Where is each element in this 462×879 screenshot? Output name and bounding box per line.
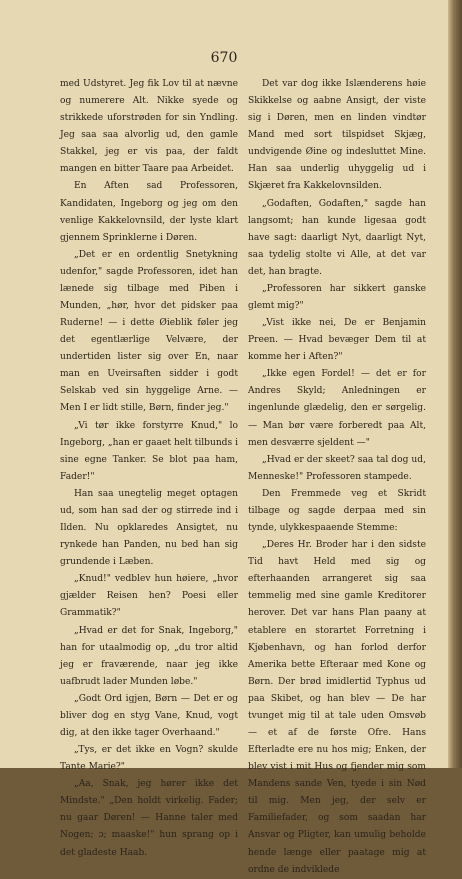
paragraph: „Tys, er det ikke en Vogn? skulde Tante Marie?" bbox=[60, 745, 238, 773]
paragraph: „Hvad er der skeet? saa tal dog ud, Menneske!" Professoren stampede. bbox=[248, 454, 426, 482]
paragraph: „Godaften, Godaften," sagde han langsomt; han kunde ligesaa godt have sagt: daarligt Nyt, daarligt Nyt, saa tydelig stolte vi Alle, at det var det, han bragte. bbox=[248, 198, 426, 277]
paragraph: „Hvad er det for Snak, Ingeborg," han for utaalmodig op, „du tror altid jeg er fraværende, naar jeg ikke uafbrudt lader Munden løbe." bbox=[60, 625, 238, 687]
paragraph: En Aften sad Professoren, Kandidaten, Ingeborg og jeg om den venlige Kakkelovnsild, der lyste klart gjennem Sprinklerne i Døren. bbox=[60, 181, 238, 243]
paragraph: „Ikke egen Fordel! — det er for Andres Skyld; Anledningen er ingenlunde glædelig, den er sørgelig. — Man bør være forberedt paa Alt, men desværre sjeldent —" bbox=[248, 369, 426, 448]
paragraph: Han saa unegtelig meget optagen ud, som han sad der og stirrede ind i Ilden. Nu opklaredes Ansigtet, nu rynkede han Panden, nu bed han sig grundende i Læben. bbox=[60, 488, 238, 568]
book-spine-edge bbox=[448, 0, 462, 768]
paragraph: Den Fremmede veg et Skridt tilbage og sagde derpaa med sin tynde, ulykkespaaende Stemme: bbox=[248, 488, 426, 534]
paragraph: „Vist ikke nei, De er Benjamin Preen. — Hvad bevæger Dem til at komme her i Aften?" bbox=[248, 318, 426, 363]
paragraph: „Knud!" vedblev hun høiere, „hvor gjælder Reisen hen? Poesi eller Grammatik?" bbox=[60, 574, 238, 619]
paragraph: „Godt Ord igjen, Børn — Det er og bliver dog en styg Vane, Knud, vogt dig, at den ikke tager Overhaand." bbox=[60, 693, 238, 738]
left-column bbox=[60, 76, 238, 862]
paragraph: „Professoren har sikkert ganske glemt mig?" bbox=[248, 283, 426, 312]
paragraph: „Det er en ordentlig Snetykning udenfor," sagde Professoren, idet han lænede sig tilbage med Piben i Munden, „hør, hvor det pidsker paa Ruderne! — i dette Øieblik føler jeg det egentlærlige Velvære, der undertiden lister sig over En, naar man en Uveirsaften sidder i godt Selskab ved sin hyggelige Arne. — Men I er lidt stille, Børn, finder jeg." bbox=[60, 249, 238, 414]
paragraph: Det var dog ikke Islænderens høie Skikkelse og aabne Ansigt, der viste sig i Døren, men en linden vindtør Mand med sort tilspidset Skjæg, undvigende Øine og indesluttet Mine. Han saa underlig uhyggelig ud i Skjæret fra Kakkelovnsilden. bbox=[248, 79, 426, 192]
paragraph: „Deres Hr. Broder har i den sidste Tid havt Held med sig og efterhaanden arrangeret sig saa temmelig med sine gamle Kreditorer herover. Det var hans Plan paany at etablere en storartet Forretning i Kjøbenhavn, og han forlod derfor Amerika bette Efteraar med Kone og Børn. Der brød imidlertid Typhus ud paa Skibet, og han blev — De har tvunget mig til at tale uden Omsvøb — et af de første Ofre. Hans Efterladte ere nu hos mig; Enken, der blev vist i mit Hus og fjender mig som Mandens sande Ven, tyede i sin Nød til mig. Men jeg, der selv er Familiefader, og som saadan har Ansvar og Pligter, kan umulig beholde hende længe eller paatage mig at ordne de indviklede bbox=[248, 540, 426, 875]
page-number: 670 bbox=[210, 50, 238, 66]
right-column bbox=[248, 76, 426, 879]
paragraph: „Aa, Snak, jeg hører ikke det Mindste." „Den holdt virkelig. Fader; nu gaar Døren! — Hanne taler med Nogen; ɔ; maaske!" hun sprang op i det gladeste Haab. bbox=[60, 779, 238, 858]
paragraph: „Vi tør ikke forstyrre Knud," lo Ingeborg, „han er gaaet helt tilbunds i sine egne Tanker. Se blot paa ham, Fader!" bbox=[60, 420, 238, 482]
paragraph: med Udstyret. Jeg fik Lov til at nævne og numerere Alt. Nikke syede og strikkede uforstrøden for sin Yndling. Jeg saa saa alvorlig ud, den gamle Stakkel, jeg er vis paa, der faldt mangen en bitter Taare paa Arbeidet. bbox=[60, 79, 238, 175]
